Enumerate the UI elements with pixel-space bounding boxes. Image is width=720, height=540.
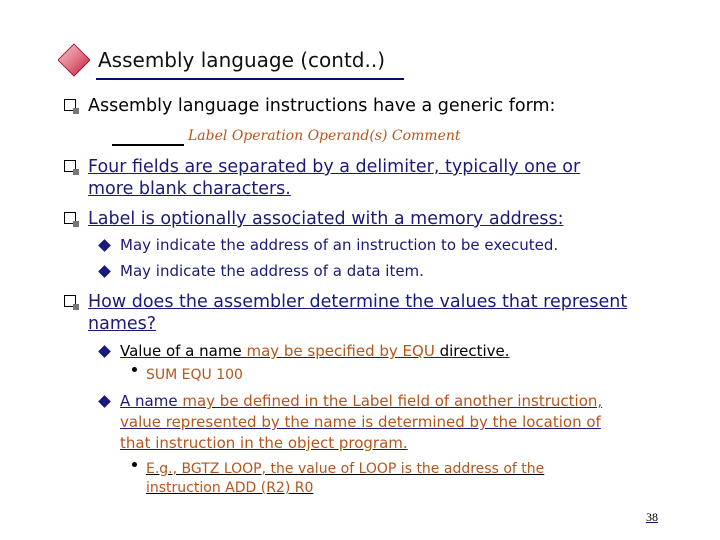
checkbox-bullet-icon — [64, 212, 76, 224]
bullet-label-address: Label is optionally associated with a memory address: — [88, 209, 564, 229]
diamond-bullet-icon — [98, 265, 111, 278]
equ-text-b: may be specified by EQU — [246, 342, 435, 360]
sub-bullet-data-address: May indicate the address of a data item. — [120, 262, 424, 280]
equ-text-a: Value of a name — [120, 342, 247, 360]
bullet-assembler-question-line1: How does the assembler determine the values that represent — [88, 292, 628, 312]
sub-bullet-label-definition-line3: that instruction in the object program. — [120, 434, 408, 452]
bullet-assembler-question-line2: names? — [88, 314, 157, 334]
page-number: 38 — [646, 510, 658, 524]
sub-bullet-label-definition-line1 — [120, 391, 602, 411]
checkbox-bullet-icon — [64, 295, 76, 307]
sub-bullet-label-definition-line2: value represented by the name is determined by the location of — [120, 413, 601, 431]
title-diamond-icon — [58, 40, 90, 80]
sub-bullet-equ-directive — [120, 341, 510, 361]
checkbox-bullet-icon — [64, 99, 76, 111]
label-def-text-a: A name — [120, 392, 183, 410]
checkbox-bullet-icon — [64, 160, 76, 172]
sub-bullet-instruction-address: May indicate the address of an instruction to be executed. — [120, 236, 559, 254]
bullet-delimiter-line1: Four fields are separated by a delimiter, typically one or — [88, 157, 581, 177]
label-def-text-b: may be defined in the Label field of another instruction, — [182, 392, 603, 410]
page-title: Assembly language (contd..) — [98, 48, 385, 72]
equ-example: SUM EQU 100 — [146, 367, 243, 383]
bullet-generic-form: Assembly language instructions have a generic form: — [88, 96, 556, 116]
blank-line — [112, 144, 184, 146]
generic-form-fields: Label Operation Operand(s) Comment — [188, 128, 461, 144]
example-line2: instruction ADD (R2) R0 — [146, 480, 314, 496]
dot-bullet-icon — [132, 462, 137, 467]
equ-text-c: directive. — [434, 342, 510, 360]
diamond-bullet-icon — [98, 395, 111, 408]
diamond-bullet-icon — [98, 239, 111, 252]
diamond-bullet-icon — [98, 345, 111, 358]
bullet-delimiter-line2: more blank characters. — [88, 179, 291, 199]
title-underline — [96, 78, 404, 80]
dot-bullet-icon — [132, 367, 137, 372]
example-line1: E.g., BGTZ LOOP, the value of LOOP is the address of the — [146, 461, 545, 477]
